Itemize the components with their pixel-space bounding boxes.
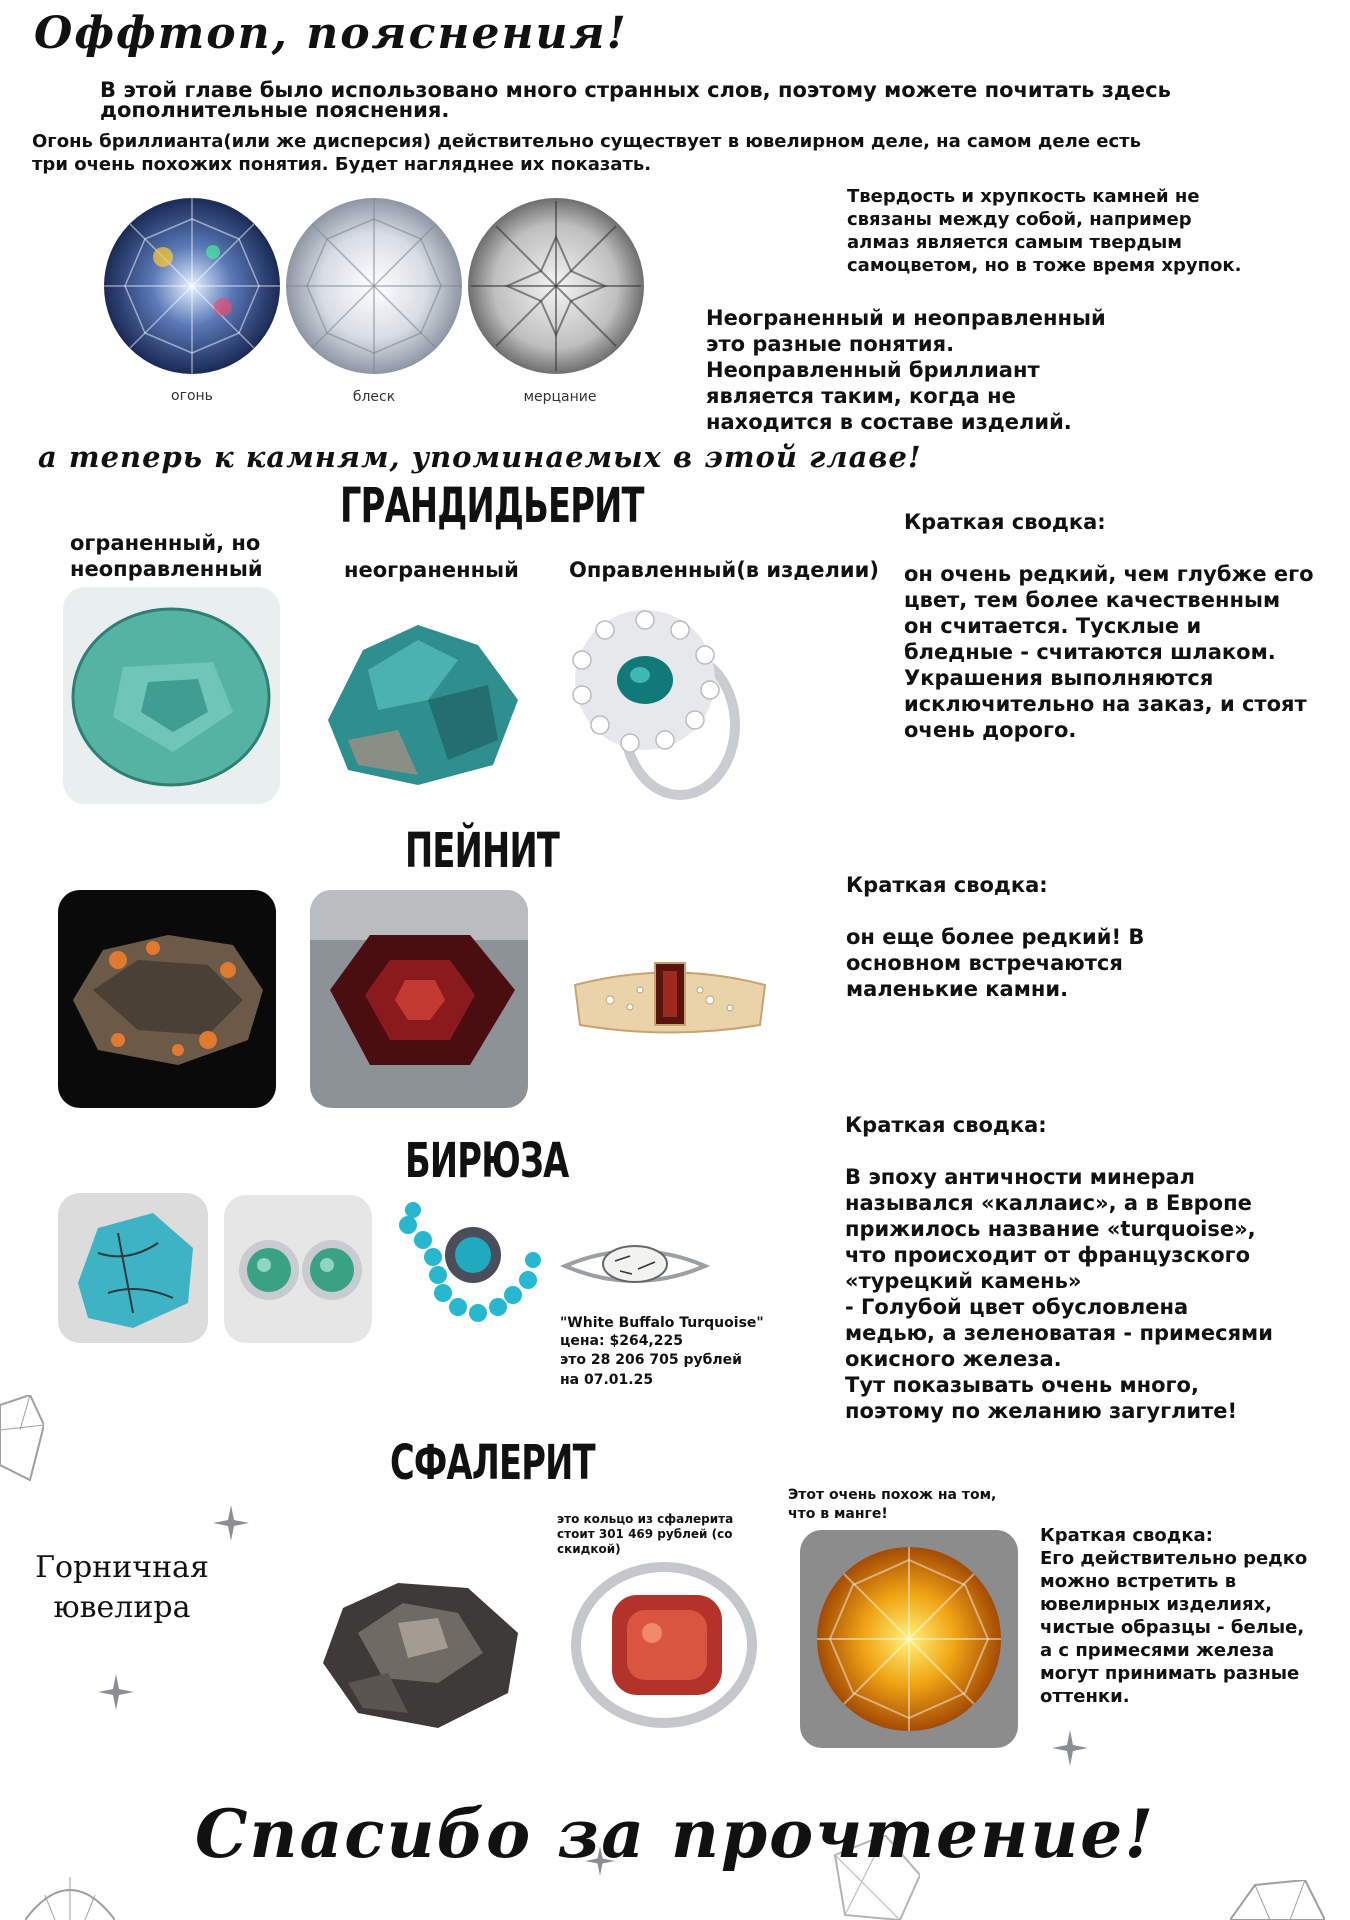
logo <box>22 1548 222 1628</box>
logo-line-1: Горничная <box>35 1550 209 1585</box>
sphalerite-heading: СФАЛЕРИТ <box>390 1435 595 1491</box>
grandidierite-heading: ГРАНДИДЬЕРИТ <box>340 478 644 534</box>
gem-outline-icon <box>25 1875 115 1920</box>
label-set: Оправленный(в изделии) <box>569 558 879 582</box>
turquoise-earrings-image <box>224 1195 372 1343</box>
caption-fire: огонь <box>171 388 213 404</box>
sphalerite-ring-note: это кольцо из сфалерита стоит 301 469 рублей (со скидкой) <box>557 1512 734 1556</box>
diamond-fire-image <box>103 197 281 375</box>
label-cut-unset: ограненный, но неоправленный <box>70 531 263 581</box>
sphalerite-cut-image <box>800 1530 1018 1748</box>
painite-heading: ПЕЙНИТ <box>405 823 560 879</box>
thanks-text: Спасибо за прочтение! <box>195 1795 1156 1873</box>
intro-text: В этой главе было использовано много странных слов, поэтому можете почитать здесь дополнительные пояснения. <box>100 78 1171 122</box>
turquoise-heading: БИРЮЗА <box>405 1133 569 1189</box>
turquoise-price-name: "White Buffalo Turquoise" <box>560 1315 764 1331</box>
caption-scintillation: мерцание <box>523 389 597 405</box>
turquoise-price-date: на 07.01.25 <box>560 1372 654 1388</box>
sphalerite-similar-note: Этот очень похож на том, что в манге! <box>788 1487 997 1522</box>
turquoise-summary: В эпоху античности минерал назывался «каллаис», а в Европе прижилось название «turquoise», что происходит от французского «турецкий камень» - Голубой цвет обусловлена медью, а зеленоватая - примесями окисного железа. Тут показывать очень много, поэтому по желанию загуглите! <box>845 1165 1273 1423</box>
sparkle-icon <box>1052 1730 1088 1766</box>
sphalerite-summary: Его действительно редко можно встретить в ювелирных изделиях, чистые образцы - белые, а с примесями железа могут принимать разные оттенки. <box>1040 1548 1308 1707</box>
painite-rough-image <box>58 890 276 1108</box>
grandidierite-ring-image <box>560 595 755 800</box>
label-uncut: неограненный <box>344 558 519 582</box>
diamond-brilliance-image <box>285 197 463 375</box>
turquoise-price-usd: цена: $264,225 <box>560 1333 683 1349</box>
sparkle-icon <box>213 1505 249 1541</box>
section-title: а теперь к камням, упоминаемых в этой главе! <box>38 440 922 474</box>
hardness-note: Твердость и хрупкость камней не связаны между собой, например алмаз является самым твердым самоцветом, но в тоже время хрупок. <box>847 186 1242 276</box>
logo-line-2: ювелира <box>53 1590 191 1625</box>
sphalerite-summary-title: Краткая сводка: <box>1040 1525 1213 1546</box>
grandidierite-cut-image <box>63 587 280 804</box>
uncut-note: Неограненный и неоправленный это разные понятия. Неоправленный бриллиант является таким, когда не находится в составе изделий. <box>706 306 1106 434</box>
page-title: Оффтоп, пояснения! <box>34 8 628 59</box>
turquoise-bracelet-image <box>560 1236 710 1296</box>
painite-ring-image <box>570 945 770 1045</box>
sphalerite-rough-image <box>308 1553 533 1738</box>
painite-cut-image <box>310 890 528 1108</box>
turquoise-price-rub: это 28 206 705 рублей <box>560 1352 742 1368</box>
turquoise-summary-title: Краткая сводка: <box>845 1113 1047 1137</box>
sphalerite-ring-image <box>567 1555 762 1730</box>
gem-outline-icon <box>1230 1880 1325 1920</box>
painite-summary-title: Краткая сводка: <box>846 873 1048 897</box>
sparkle-icon <box>98 1674 134 1710</box>
diamond-scintillation-image <box>467 197 645 375</box>
grandidierite-rough-image <box>308 590 530 804</box>
turquoise-necklace-image <box>393 1195 543 1341</box>
turquoise-rough-image <box>58 1193 208 1343</box>
grandidierite-summary: он очень редкий, чем глубже его цвет, тем более качественным он считается. Тусклые и бледные - считаются шлаком. Украшения выполняются исключительно на заказ, и стоят очень дорого. <box>904 562 1314 742</box>
painite-summary: он еще более редкий! В основном встречаются маленькие камни. <box>846 925 1145 1001</box>
grandidierite-summary-title: Краткая сводка: <box>904 510 1106 534</box>
caption-brilliance: блеск <box>352 389 396 405</box>
fire-explanation: Огонь бриллианта(или же дисперсия) действительно существует в ювелирном деле, на самом деле есть три очень похожих понятия. Будет нагляднее их показать. <box>32 131 1141 175</box>
gem-outline-icon <box>0 1395 44 1485</box>
